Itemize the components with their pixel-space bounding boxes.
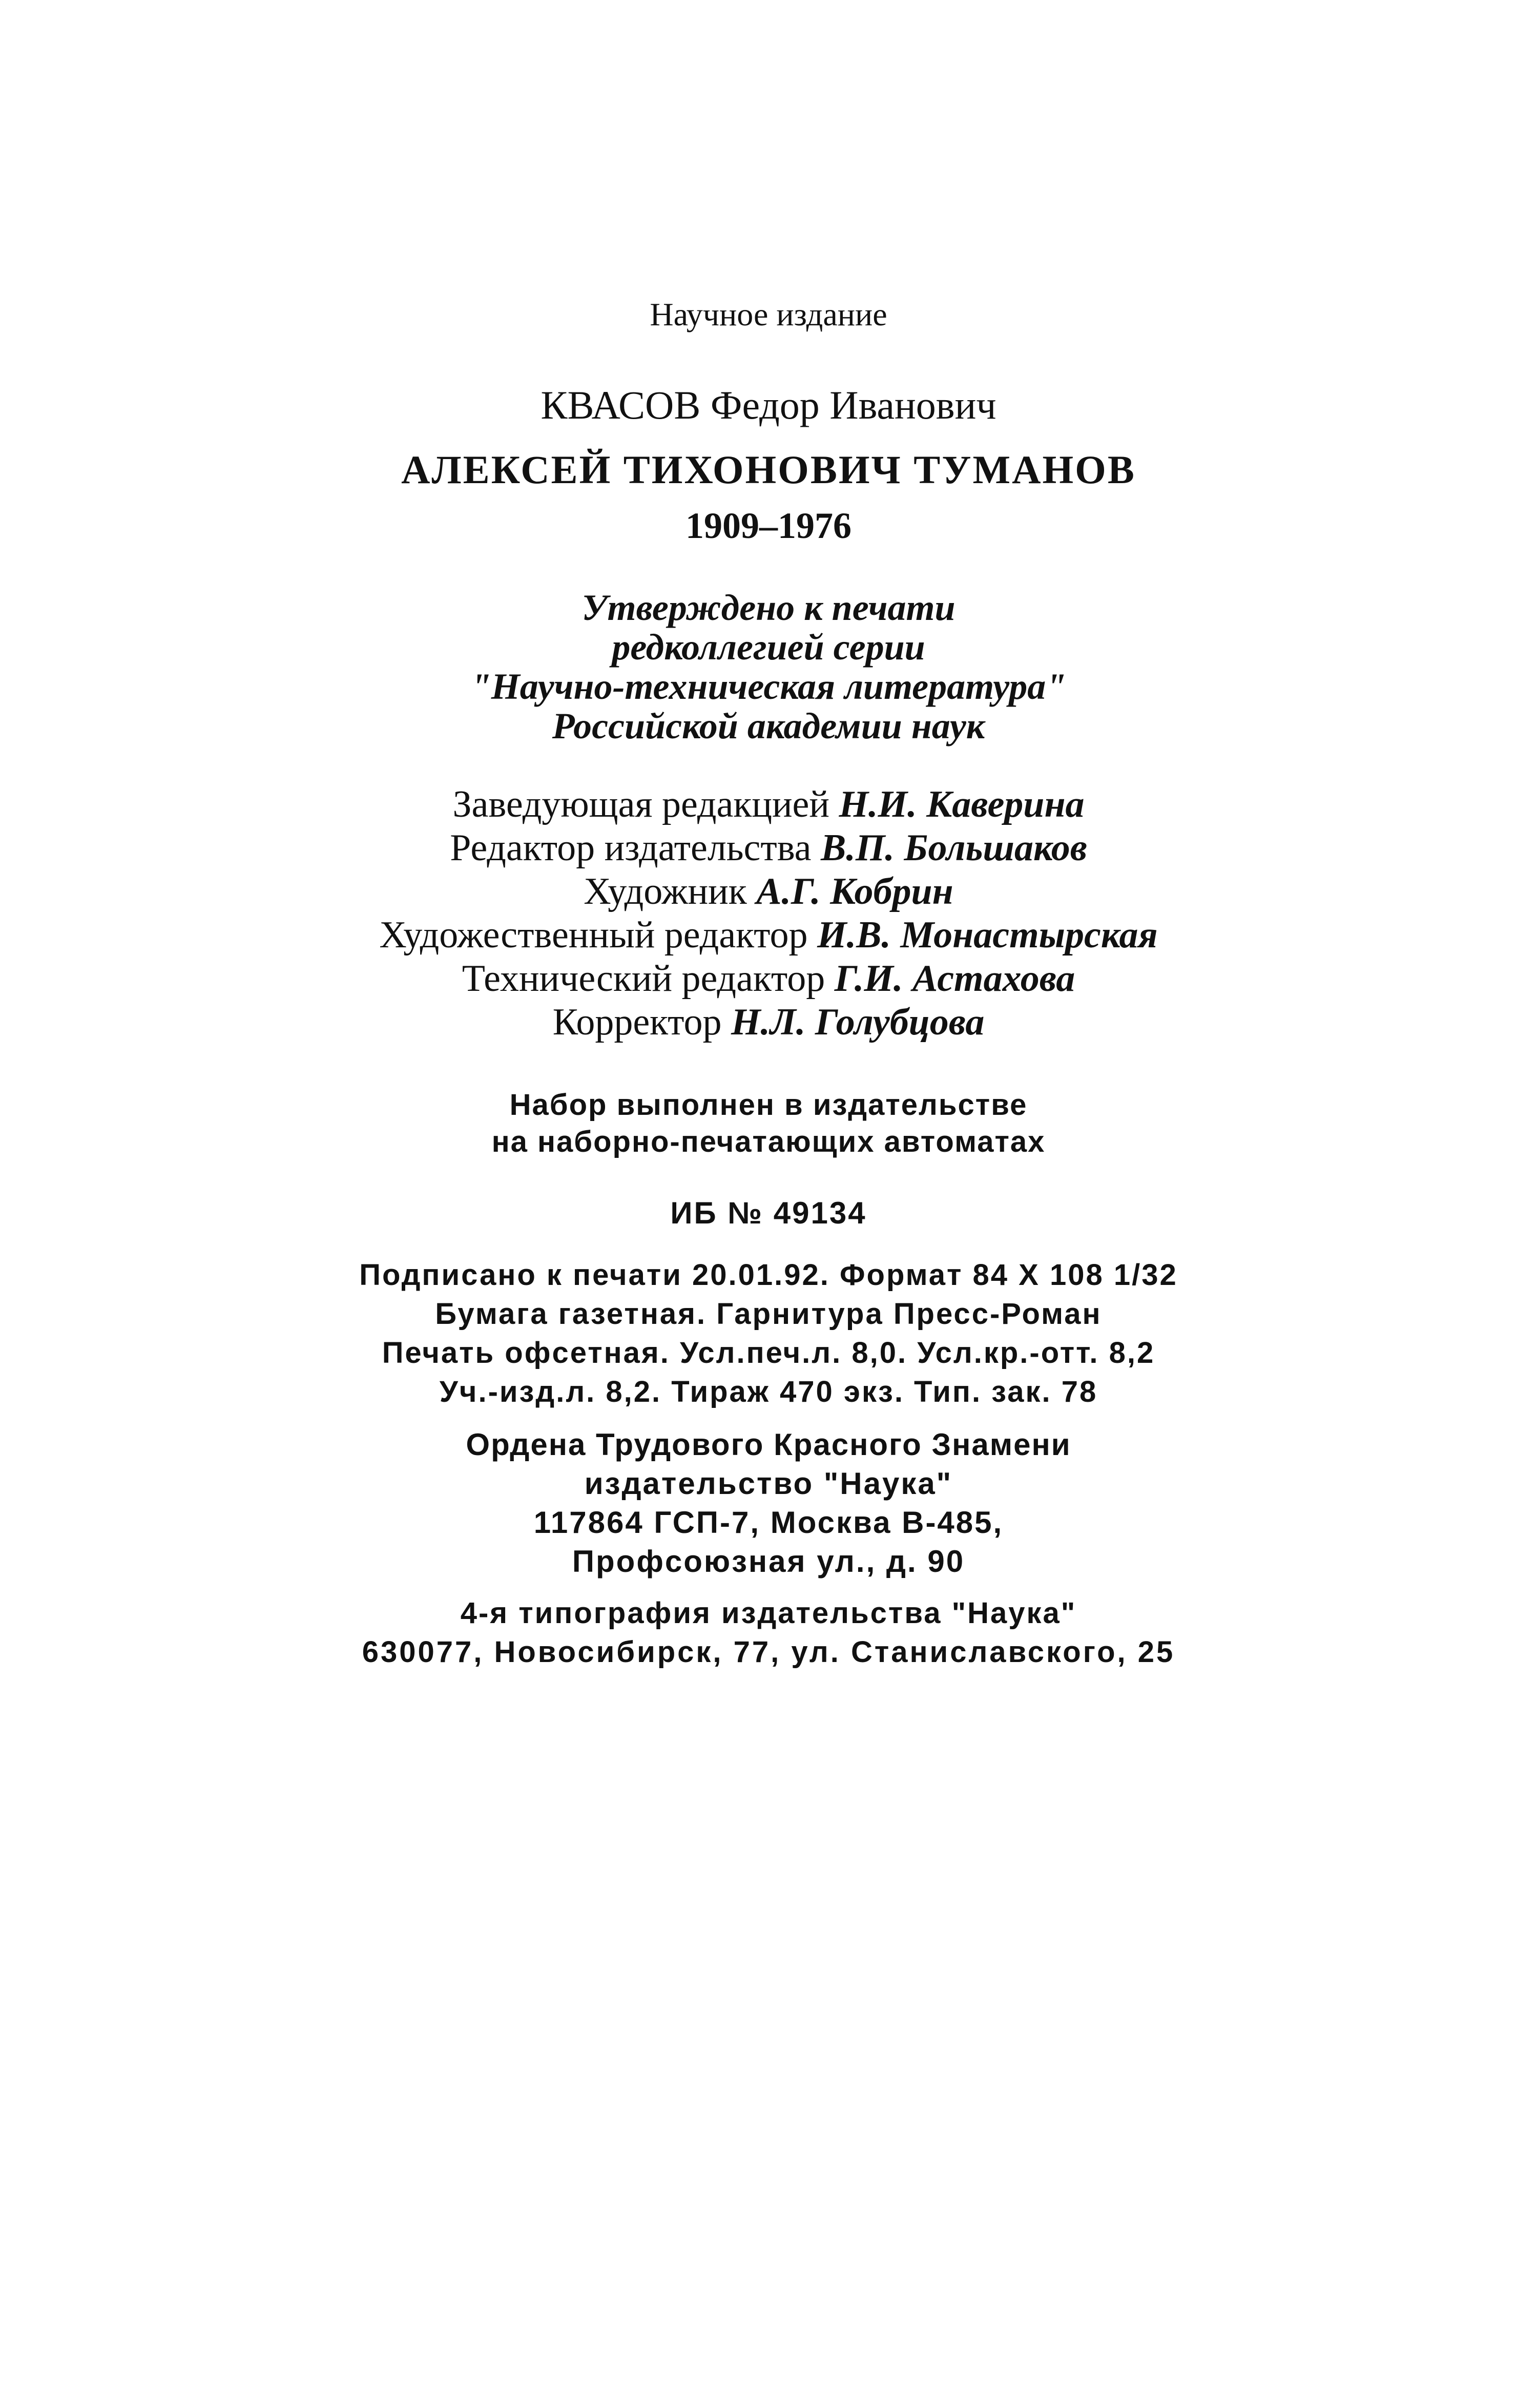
credit-role: Художественный редактор <box>379 914 808 956</box>
credit-name: А.Г. Кобрин <box>756 870 953 912</box>
credit-name: В.П. Большаков <box>821 827 1087 869</box>
print-detail-line: Подписано к печати 20.01.92. Формат 84 X 108 1/32 <box>359 1258 1178 1292</box>
typesetting-line: на наборно-печатающих автоматах <box>491 1125 1046 1158</box>
credit-name: Н.Л. Голубцова <box>731 1001 985 1043</box>
approval-line: Российской академии наук <box>552 705 985 746</box>
edition-type: Научное издание <box>650 296 887 333</box>
printer-address: 630077, Новосибирск, 77, ул. Станиславского, 25 <box>362 1635 1175 1669</box>
ib-number: ИБ № 49134 <box>670 1196 867 1230</box>
publisher-line: издательство "Наука" <box>584 1466 953 1501</box>
publisher-address: Профсоюзная ул., д. 90 <box>572 1544 965 1579</box>
print-detail-line: Уч.-изд.л. 8,2. Тираж 470 экз. Тип. зак. 78 <box>439 1375 1098 1408</box>
credit-role: Корректор <box>552 1001 722 1043</box>
book-years: 1909–1976 <box>686 505 851 546</box>
publisher-address: 117864 ГСП-7, Москва В-485, <box>533 1505 1004 1540</box>
typesetting-line: Набор выполнен в издательстве <box>509 1088 1028 1122</box>
credit-role: Заведующая редакцией <box>452 783 829 825</box>
approval-line: Утверждено к печати <box>581 587 956 628</box>
credit-name: Н.И. Каверина <box>839 783 1085 825</box>
credit-line <box>0 829 1537 867</box>
credit-name: И.В. Монастырская <box>817 914 1158 956</box>
credit-role: Редактор издательства <box>450 827 812 869</box>
approval-line: "Научно-техническая литература" <box>470 666 1067 707</box>
approval-line: редколлегией серии <box>612 627 925 668</box>
print-detail-line: Бумага газетная. Гарнитура Пресс-Роман <box>435 1297 1102 1331</box>
printer-line: 4-я типография издательства "Наука" <box>460 1596 1077 1630</box>
credit-line <box>0 916 1537 954</box>
book-title: АЛЕКСЕЙ ТИХОНОВИЧ ТУМАНОВ <box>401 447 1136 492</box>
credit-line <box>0 785 1537 823</box>
credit-role: Технический редактор <box>462 958 825 1000</box>
credit-line <box>0 870 1537 912</box>
print-detail-line: Печать офсетная. Усл.печ.л. 8,0. Усл.кр.-отт. 8,2 <box>382 1336 1155 1369</box>
credit-line <box>0 960 1537 998</box>
publisher-line: Ордена Трудового Красного Знамени <box>466 1427 1071 1462</box>
author-name: КВАСОВ Федор Иванович <box>541 383 996 427</box>
credit-line <box>0 1003 1537 1041</box>
credit-role: Художник <box>584 870 747 912</box>
credit-name: Г.И. Астахова <box>834 958 1075 1000</box>
